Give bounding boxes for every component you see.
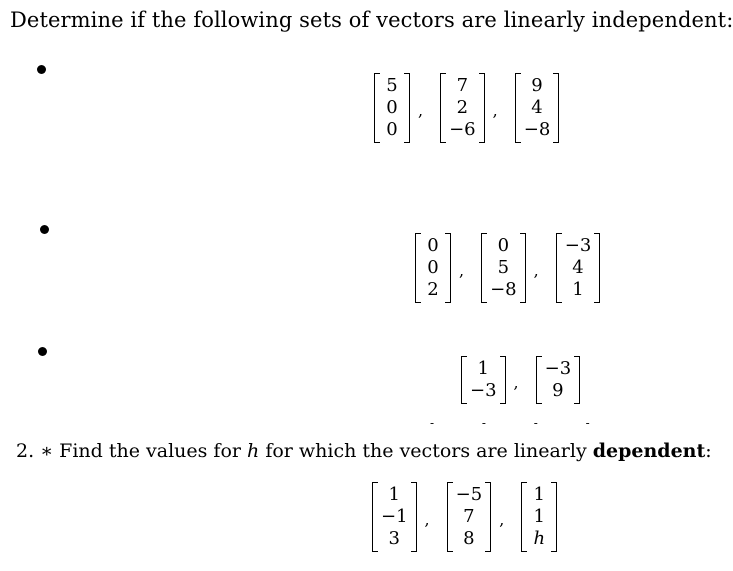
star-marker: ∗ — [40, 440, 54, 462]
bullet-3 — [38, 347, 47, 356]
comma: , — [492, 100, 498, 120]
vector-1-2 — [438, 73, 487, 143]
vector-q2-1 — [370, 482, 419, 552]
vector-entry: 1 — [477, 358, 489, 379]
question-number: 2. — [16, 440, 35, 462]
bold-dependent: dependent — [592, 440, 706, 462]
vector-entry: 0 — [386, 119, 398, 140]
vector-set-3 — [459, 356, 582, 404]
vector-set-2 — [413, 233, 602, 303]
vector-entry: 1 — [533, 484, 545, 505]
question-text-start: Find the values for — [59, 440, 241, 462]
vector-entry: 5 — [497, 257, 510, 278]
vector-q2-3 — [519, 482, 559, 552]
vector-entry: −8 — [490, 279, 517, 300]
vector-2-2 — [479, 233, 528, 303]
vector-entry: h — [533, 528, 546, 549]
vector-entry: 1 — [388, 484, 400, 505]
question-2 — [16, 440, 712, 462]
vector-q2-2 — [445, 482, 494, 552]
vector-entry: 8 — [463, 528, 475, 549]
vector-set-1 — [372, 73, 561, 143]
comma: , — [424, 509, 430, 529]
vector-entry: −8 — [523, 119, 551, 140]
vector-1-1 — [372, 73, 412, 143]
comma: , — [418, 100, 424, 120]
vector-entry: 7 — [463, 506, 475, 527]
separator-dashes: - - - - — [430, 416, 612, 430]
question-colon: : — [705, 440, 712, 462]
vector-entry: 7 — [456, 75, 469, 96]
vector-entry: 3 — [388, 528, 400, 549]
comma: , — [459, 260, 465, 280]
vector-entry: 5 — [386, 75, 398, 96]
comma: , — [533, 260, 539, 280]
bullet-2 — [40, 225, 49, 234]
vector-2-3 — [554, 233, 603, 303]
vector-set-q2 — [370, 482, 559, 552]
problem-heading: Determine if the following sets of vectors are linearly independent: — [10, 8, 733, 32]
vector-entry: 9 — [552, 380, 564, 401]
vector-entry: −5 — [455, 484, 483, 505]
vector-entry: −3 — [470, 380, 497, 401]
vector-entry: −6 — [449, 119, 476, 140]
vector-entry: 2 — [427, 279, 439, 300]
vector-entry: 2 — [456, 97, 469, 118]
vector-entry: −1 — [381, 506, 408, 527]
vector-entry: 0 — [497, 235, 510, 256]
vector-3-2 — [534, 356, 583, 404]
vector-3-1 — [459, 356, 508, 404]
vector-1-3 — [513, 73, 562, 143]
vector-entry: 0 — [427, 257, 439, 278]
vector-entry: 9 — [531, 75, 543, 96]
bullet-1 — [37, 65, 46, 74]
vector-entry: −3 — [544, 358, 572, 379]
comma: , — [499, 509, 505, 529]
comma: , — [513, 372, 519, 392]
vector-2-1 — [413, 233, 453, 303]
vector-entry: 1 — [572, 279, 584, 300]
vector-entry: −3 — [564, 235, 592, 256]
vector-entry: 1 — [533, 506, 545, 527]
vector-entry: 4 — [572, 257, 584, 278]
vector-entry: 4 — [531, 97, 543, 118]
vector-entry: 0 — [427, 235, 439, 256]
variable-h: h — [247, 440, 260, 462]
vector-entry: 0 — [386, 97, 398, 118]
question-text-middle: for which the vectors are linearly — [265, 440, 587, 462]
